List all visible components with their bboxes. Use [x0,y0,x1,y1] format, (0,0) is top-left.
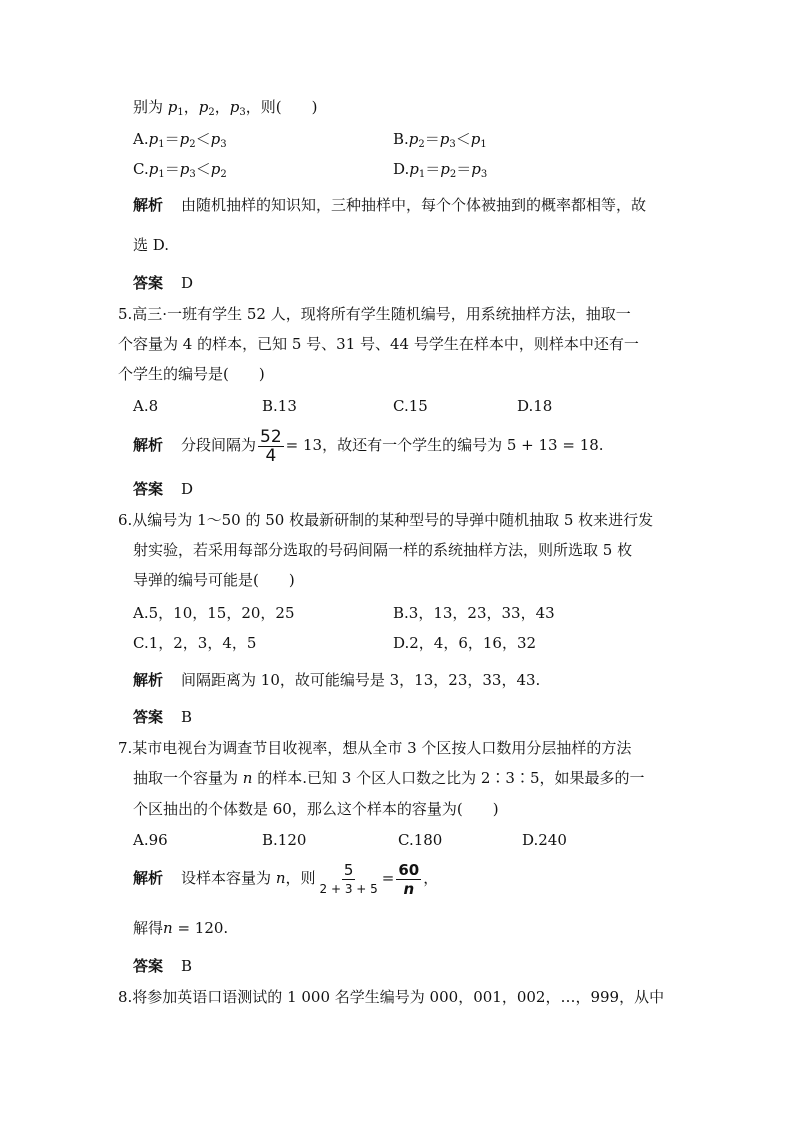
q6-jiexi [133,670,540,690]
q7-solve [133,918,228,938]
q5-jiexi-post: = 13，故还有一个学生的编号为 5 + 13 = 18. [285,436,604,454]
q5-option-a: A.8 [133,397,159,415]
q5-option-c: C.15 [393,397,428,415]
q7-line2-post: 的样本.已知 3 个区人口数之比为 2∶3∶5，如果最多的一 [257,769,645,787]
q7-fraction-1-numerator: 5 [343,860,354,879]
q4-option-a-label: A. [133,130,149,148]
q6-option-b: B.3，13，23，33，43 [393,604,555,622]
q4-option-a: $A.p_1=p_2<p_3$ [133,130,227,150]
q7-fraction-2-numerator: 60 [398,860,420,879]
q7-jiexi-var: n [275,869,286,887]
q7-line3: 个区抽出的个体数是 60，那么这个样本的容量为( ) [133,800,499,818]
q7-fraction-2 [396,861,421,898]
q4-stem-tail: 别为 $p_1$，$p_2$，$p_3$，则( ) [133,98,318,118]
q6-jiexi-label: 解析 [133,671,164,689]
q5-jiexi [133,425,604,465]
q7-fraction-2-denominator: n [403,879,415,898]
q7-jiexi-pre: 设样本容量为 [181,869,272,887]
q7-line1: 7.某市电视台为调查节目收视率，想从全市 3 个区按人口数用分层抽样的方法 [118,739,632,757]
q5-line3: 个学生的编号是( ) [118,365,265,383]
q4-answer-label: 答案 [133,274,164,292]
q5-answer-label: 答案 [133,480,164,498]
q7-comma: ， [423,869,439,887]
q5-fraction [258,428,284,465]
q7-line2-pre: 抽取一个容量为 [133,769,239,787]
q7-answer [133,956,192,976]
q7-solve-var: n [163,919,173,937]
q4-jiexi-text: 由随机抽样的知识知，三种抽样中，每个个体被抽到的概率都相等，故 [181,196,647,214]
q4-stem-prefix: 别为 [133,98,164,116]
q7-answer-label: 答案 [133,957,164,975]
q6-jiexi-text: 间隔距离为 10，故可能编号是 3，13，23，33，43. [181,671,541,689]
q5-line2: 个容量为 4 的样本，已知 5 号、31 号、44 号学生在样本中，则样本中还有一 [118,335,639,353]
q5-answer [133,479,193,499]
q7-option-d: D.240 [522,831,567,849]
q4-jiexi-line2: 选 D. [133,236,170,254]
q6-option-d: D.2，4，6，16，32 [393,634,537,652]
q4-option-d-label: D. [393,160,410,178]
q7-fraction-1-denominator: 2 + 3 + 5 [319,881,378,896]
q7-equals: = [381,869,395,887]
q4-option-c: $C.p_1=p_3<p_2$ [133,160,227,180]
q4-option-b: $B.p_2=p_3<p_1$ [393,130,487,150]
q5-fraction-denominator: 4 [265,445,277,466]
q6-answer-label: 答案 [133,708,164,726]
q6-line1: 6.从编号为 1～50 的 50 枚最新研制的某种型号的导弹中随机抽取 5 枚来进行发 [118,511,654,529]
q6-option-c: C.1，2，3，4，5 [133,634,257,652]
q6-answer-value: B [181,708,193,726]
q7-line2-var: n [242,769,253,787]
q5-answer-value: D [181,480,194,498]
q5-option-b: B.13 [262,397,297,415]
q5-jiexi-pre: 分段间隔为 [181,436,257,454]
q8-line1: 8.将参加英语口语测试的 1 000 名学生编号为 000，001，002，…，999，从中 [118,988,665,1006]
q7-fraction-1 [318,861,380,898]
q4-option-b-label: B. [393,130,409,148]
q6-line2: 射实验，若采用每部分选取的号码间隔一样的系统抽样方法，则所选取 5 枚 [133,541,633,559]
q7-jiexi [133,858,438,898]
q7-option-b: B.120 [262,831,307,849]
q6-line3: 导弹的编号可能是( ) [133,571,295,589]
q7-answer-value: B [181,957,193,975]
q5-fraction-numerator: 52 [260,426,282,447]
q4-option-c-label: C. [133,160,149,178]
q4-stem-end: ，则( ) [245,98,318,116]
q6-answer [133,707,192,727]
q4-jiexi [133,195,646,215]
q7-solve-post: = 120. [177,919,229,937]
q7-jiexi-label: 解析 [133,869,164,887]
q7-option-c: C.180 [398,831,443,849]
q7-option-a: A.96 [133,831,168,849]
q6-option-a: A.5，10，15，20，25 [133,604,295,622]
q7-jiexi-mid: ，则 [285,869,316,887]
q7-solve-pre: 解得 [133,919,164,937]
q5-line1: 5.高三·一班有学生 52 人，现将所有学生随机编号，用系统抽样方法，抽取一 [118,305,631,323]
q7-line2 [133,768,645,788]
q4-answer-value: D [181,274,194,292]
q5-option-d: D.18 [517,397,553,415]
q4-answer [133,273,193,293]
q5-jiexi-label: 解析 [133,436,164,454]
q4-option-d: $D.p_1=p_2=p_3$ [393,160,488,180]
q4-jiexi-label: 解析 [133,196,164,214]
